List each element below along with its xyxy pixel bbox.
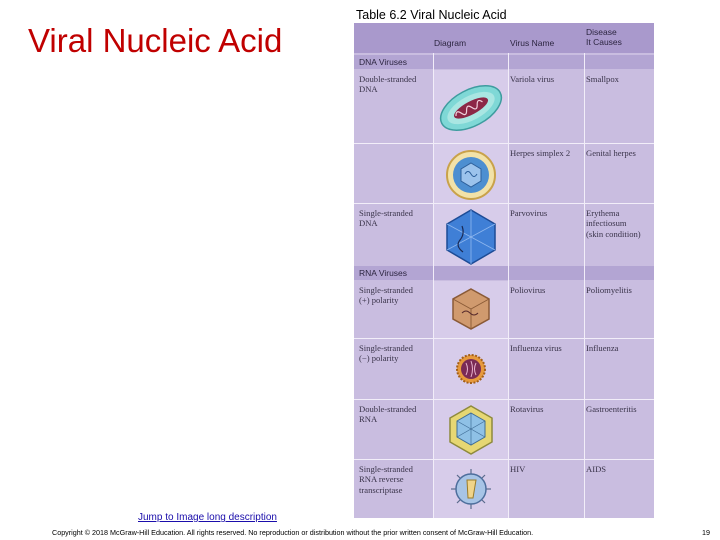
page-number: 19 bbox=[702, 528, 710, 537]
header-disease: Disease It Causes bbox=[586, 27, 622, 47]
disease: Gastroenteritis bbox=[586, 404, 637, 414]
header-diagram: Diagram bbox=[434, 38, 467, 48]
jump-to-long-description-link[interactable]: Jump to Image long description bbox=[138, 512, 277, 523]
table-header bbox=[354, 23, 654, 53]
virus-name: Influenza virus bbox=[510, 343, 562, 353]
virus-name: Parvovirus bbox=[510, 208, 548, 218]
nucleic-acid-type: Double-stranded RNA bbox=[359, 404, 417, 425]
virus-name: Rotavirus bbox=[510, 404, 544, 414]
viral-nucleic-acid-table bbox=[354, 23, 654, 518]
table-row bbox=[354, 70, 654, 144]
disease: Erythema infectiosum (skin condition) bbox=[586, 208, 641, 239]
nucleic-acid-type: Single-stranded (+) polarity bbox=[359, 285, 413, 306]
disease: Smallpox bbox=[586, 74, 619, 84]
icosahedral-parvovirus-icon bbox=[434, 204, 508, 269]
table-row bbox=[354, 400, 654, 460]
copyright-notice: Copyright © 2018 McGraw-Hill Education. All rights reserved. No reproduction or distribution without the prior written consent of McGraw-Hill Education. bbox=[52, 528, 534, 537]
virus-name: Variola virus bbox=[510, 74, 555, 84]
double-capsid-rotavirus-icon bbox=[434, 400, 508, 459]
slide-title: Viral Nucleic Acid bbox=[28, 22, 283, 59]
nucleic-acid-type: Double-stranded DNA bbox=[359, 74, 417, 95]
nucleic-acid-type: Single-stranded DNA bbox=[359, 208, 413, 229]
section-label: DNA Viruses bbox=[359, 57, 408, 67]
header-virus-name: Virus Name bbox=[510, 38, 555, 48]
section-rna-viruses bbox=[354, 266, 654, 280]
table-row bbox=[354, 144, 654, 204]
enveloped-influenza-icon bbox=[434, 339, 508, 399]
brick-poxvirus-icon bbox=[434, 70, 508, 143]
icosahedral-poliovirus-icon bbox=[434, 281, 508, 338]
spiked-hiv-icon bbox=[434, 460, 508, 518]
enveloped-herpesvirus-icon bbox=[434, 144, 508, 203]
disease: Poliomyelitis bbox=[586, 285, 632, 295]
table-row bbox=[354, 204, 654, 270]
virus-name: Poliovirus bbox=[510, 285, 546, 295]
table-row bbox=[354, 339, 654, 400]
section-dna-viruses bbox=[354, 55, 654, 69]
table-caption: Table 6.2 Viral Nucleic Acid bbox=[356, 8, 507, 22]
disease: AIDS bbox=[586, 464, 607, 474]
table-row bbox=[354, 281, 654, 339]
virus-name: HIV bbox=[510, 464, 526, 474]
section-label: RNA Viruses bbox=[359, 268, 408, 278]
disease: Influenza bbox=[586, 343, 619, 353]
virus-name: Herpes simplex 2 bbox=[510, 148, 571, 158]
disease: Genital herpes bbox=[586, 148, 636, 158]
nucleic-acid-type: Single-stranded (−) polarity bbox=[359, 343, 413, 364]
table-row bbox=[354, 460, 654, 518]
nucleic-acid-type: Single-stranded RNA reverse transcriptase bbox=[359, 464, 413, 495]
